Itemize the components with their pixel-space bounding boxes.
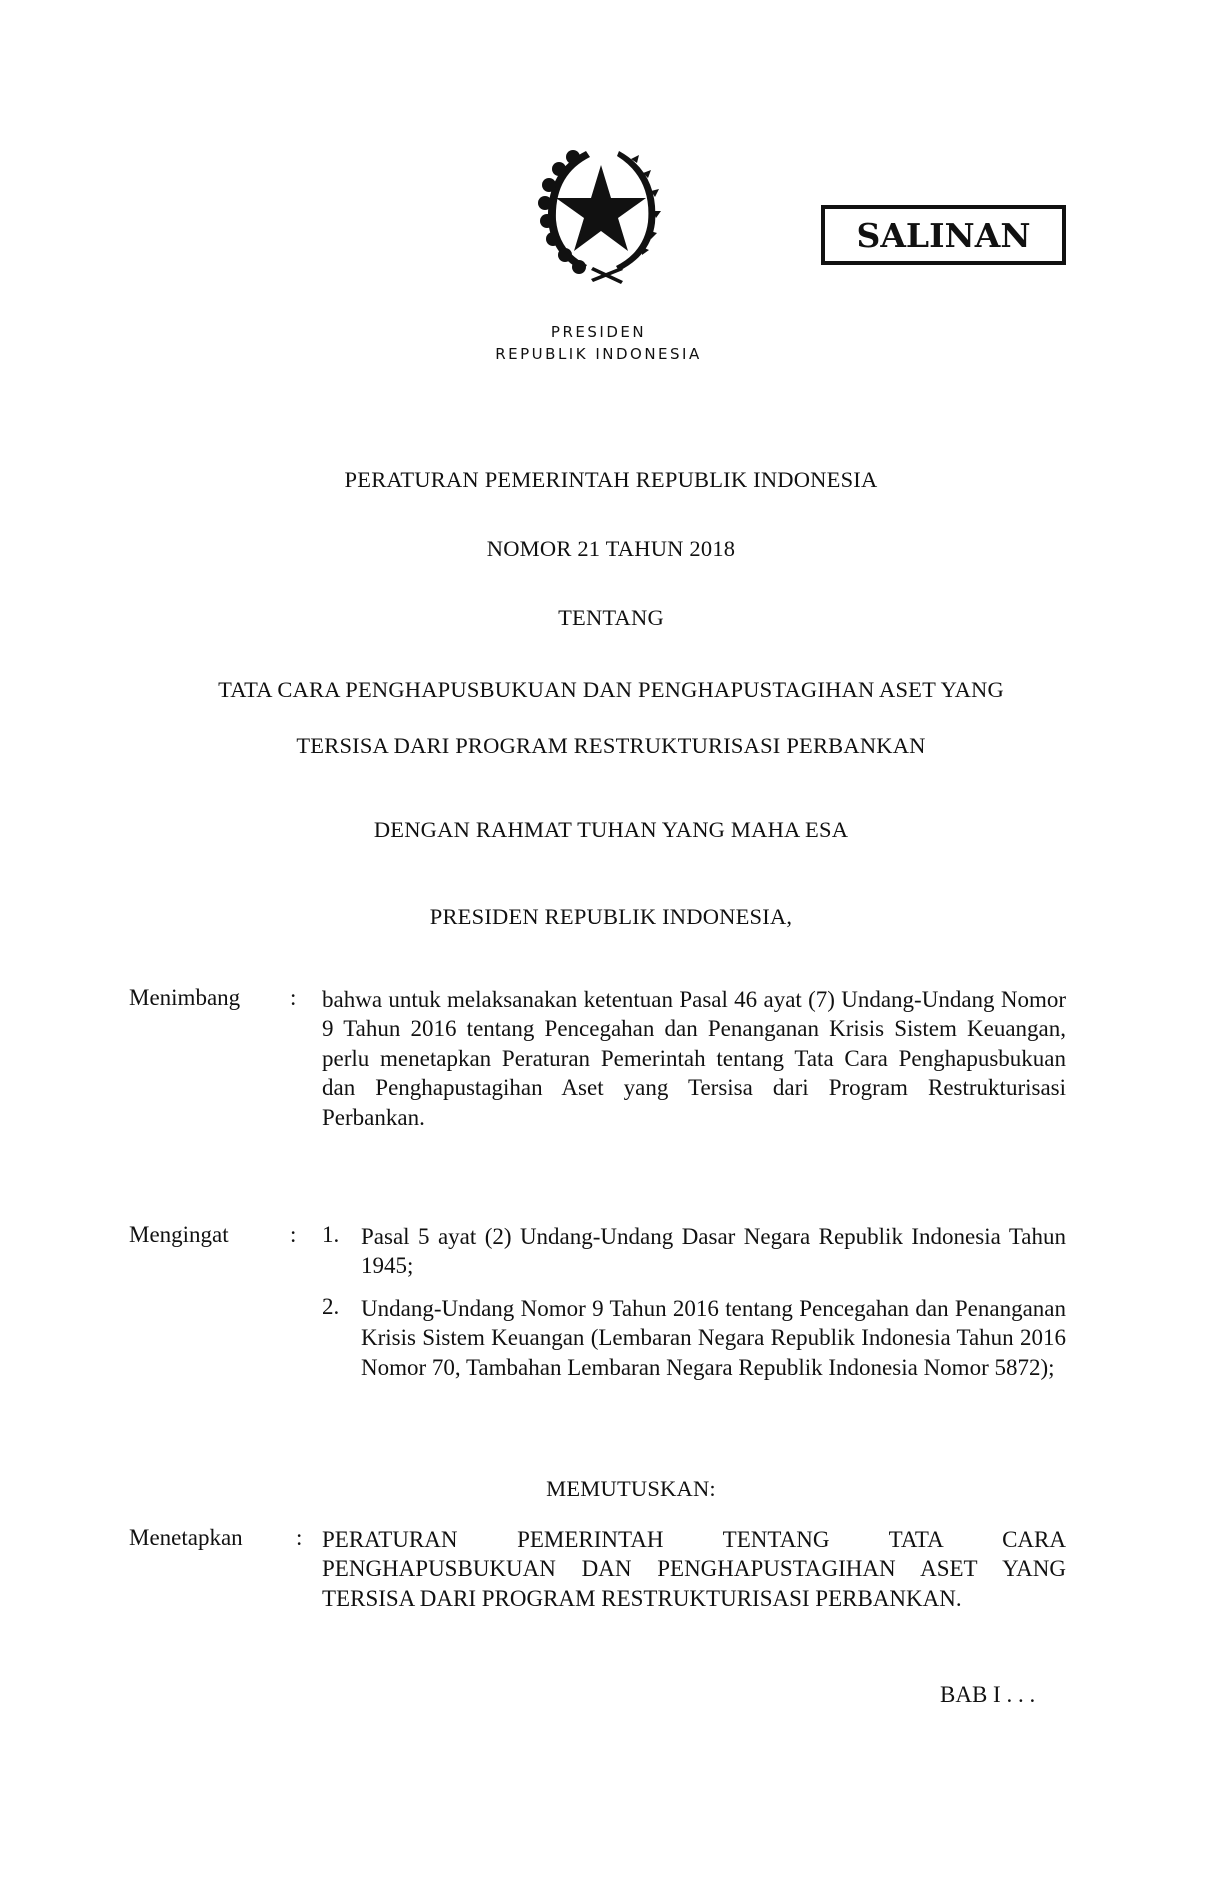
regulation-number: NOMOR 21 TAHUN 2018	[486, 536, 736, 561]
president-heading: PRESIDEN REPUBLIK INDONESIA,	[429, 904, 793, 929]
menimbang-text: bahwa untuk melaksanakan ketentuan Pasal 46 ayat (7) Undang-Undang Nomor 9 Tahun 2016 tentang Pencegahan dan Penanganan Krisis Sistem Keuangan, perlu menetapkan Peraturan Pemerintah tentang Tata Cara Penghapusbukuan dan Penghapustagihan Aset yang Tersisa dari Program Restrukturisasi Perbankan.	[322, 987, 1066, 1130]
subject-line-1: TATA CARA PENGHAPUSBUKUAN DAN PENGHAPUSTAGIHAN ASET YANG	[218, 677, 1004, 702]
mengingat-item-2-text: Undang-Undang Nomor 9 Tahun 2016 tentang Pencegahan dan Penanganan Krisis Sistem Keuangan (Lembaran Negara Republik Indonesia Tahun 2016 Nomor 70, Tambahan Lembaran Negara Republik Indonesia Nomor 5872);	[361, 1296, 1066, 1380]
mengingat-item-1-text: Pasal 5 ayat (2) Undang-Undang Dasar Negara Republik Indonesia Tahun 1945;	[361, 1224, 1066, 1279]
memutuskan-heading: MEMUTUSKAN:	[546, 1476, 716, 1501]
mengingat-item-1-number: 1.	[322, 1222, 340, 1247]
next-page-catchword: BAB I . . .	[940, 1682, 1036, 1707]
menetapkan-label: Menetapkan	[129, 1525, 243, 1550]
mengingat-colon: :	[290, 1222, 297, 1247]
mengingat-label: Mengingat	[129, 1222, 229, 1247]
tentang-heading: TENTANG	[558, 605, 664, 630]
mengingat-item-2-number: 2.	[322, 1294, 340, 1319]
regulation-title: PERATURAN PEMERINTAH REPUBLIK INDONESIA	[344, 467, 878, 492]
invocation: DENGAN RAHMAT TUHAN YANG MAHA ESA	[373, 817, 849, 842]
office-line-republic: REPUBLIK INDONESIA	[495, 345, 702, 363]
salinan-stamp: SALINAN	[821, 205, 1066, 265]
office-line-president: PRESIDEN	[550, 323, 647, 341]
menetapkan-colon: :	[296, 1525, 303, 1550]
menimbang-colon: :	[290, 985, 297, 1010]
subject-line-2: TERSISA DARI PROGRAM RESTRUKTURISASI PERBANKAN	[296, 733, 926, 758]
garuda-star-emblem	[531, 143, 671, 288]
menimbang-label: Menimbang	[129, 985, 241, 1010]
menetapkan-text: PERATURAN PEMERINTAH TENTANG TATA CARA PENGHAPUSBUKUAN DAN PENGHAPUSTAGIHAN ASET YANG TERSISA DARI PROGRAM RESTRUKTURISASI PERBANKAN.	[322, 1527, 1066, 1611]
